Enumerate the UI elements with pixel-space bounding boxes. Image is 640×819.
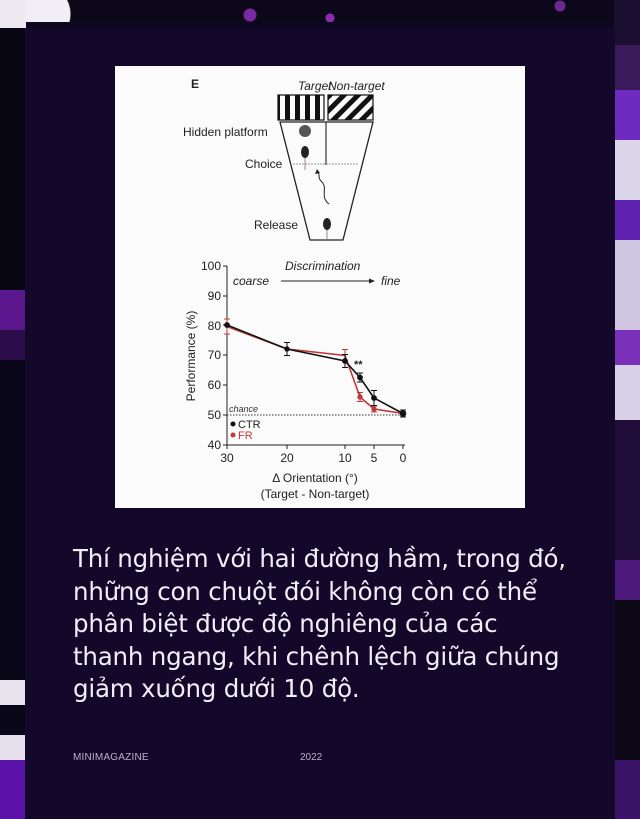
y-tick: 90 (207, 289, 221, 303)
mouse-icon (301, 146, 309, 158)
mouse-icon (323, 218, 331, 230)
non-target-grating-icon (328, 95, 373, 120)
background-artwork-right (614, 0, 640, 819)
x-tick: 20 (280, 451, 294, 465)
x-tick: 10 (338, 451, 352, 465)
target-label: Target (298, 79, 332, 93)
chart-header: Discrimination (285, 259, 361, 273)
x-axis-label: Δ Orientation (°) (272, 471, 358, 485)
figure-caption: Thí nghiệm với hai đường hầm, trong đó, những con chuột đói không còn có thể phân biệt được độ nghiêng của các thanh ngang, khi chênh lệch giữa chúng giảm xuống dưới 10 độ. (73, 544, 566, 703)
y-axis-label: Performance (%) (184, 310, 198, 402)
y-tick: 100 (200, 259, 221, 273)
series-ctr (225, 323, 406, 417)
chance-label: chance (229, 404, 259, 414)
background-artwork-top (0, 0, 640, 22)
y-tick: 60 (207, 378, 221, 392)
y-tick: 70 (207, 348, 221, 362)
x-tick: 30 (220, 451, 234, 465)
chart-legend (231, 419, 261, 442)
x-tick: 0 (399, 451, 407, 465)
coarse-label: coarse (233, 274, 270, 288)
target-grating-icon (278, 95, 324, 120)
choice-label: Choice (245, 157, 283, 171)
x-axis-sublabel: (Target - Non-target) (260, 487, 370, 501)
x-tick: 5 (370, 451, 378, 465)
background-artwork-left (0, 0, 26, 819)
non-target-label: Non-target (328, 79, 385, 93)
maze-schematic (183, 79, 385, 240)
fine-label: fine (381, 274, 401, 288)
legend-ctr: CTR (238, 419, 261, 431)
y-tick: 40 (207, 438, 221, 452)
research-figure (115, 66, 525, 508)
platform-icon (299, 125, 311, 137)
performance-chart (184, 259, 407, 501)
release-label: Release (254, 218, 299, 232)
path-arrow-icon (317, 172, 329, 204)
hidden-platform-label: Hidden platform (183, 125, 268, 139)
panel-label: E (191, 77, 200, 91)
footer-year: 2022 (300, 752, 323, 763)
footer-brand: MINIMAGAZINE (73, 752, 149, 763)
y-tick: 50 (207, 408, 221, 422)
legend-fr: FR (238, 430, 253, 442)
significance-marker: ** (354, 359, 363, 371)
y-tick: 80 (207, 319, 221, 333)
